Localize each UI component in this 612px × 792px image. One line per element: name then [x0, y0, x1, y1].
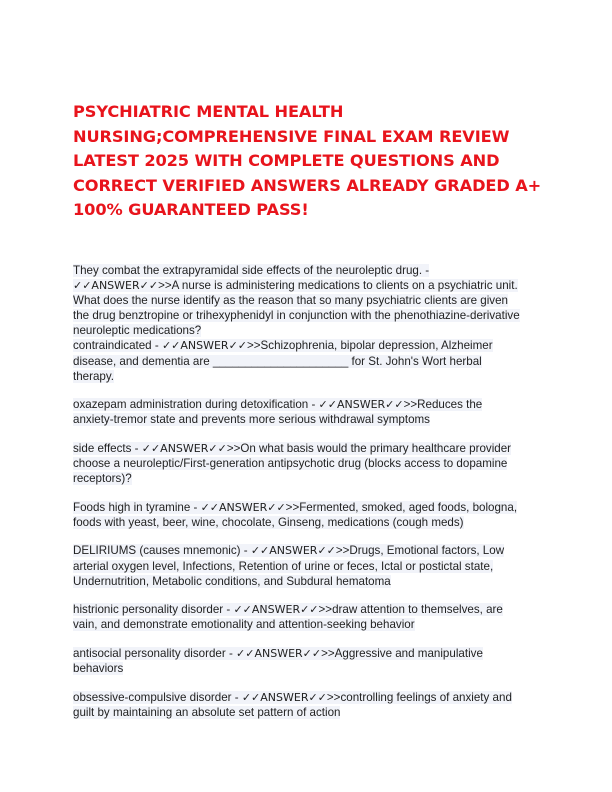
highlighted-text — [73, 413, 430, 426]
qa-list — [73, 263, 543, 720]
text-line — [73, 369, 543, 384]
text-line — [73, 278, 543, 293]
title-line: PSYCHIATRIC MENTAL HEALTH — [73, 102, 344, 121]
text-line — [73, 308, 543, 323]
text-line — [73, 705, 543, 720]
text-line — [73, 397, 543, 412]
answer-text: >>Drugs, Emotional factors, Low — [335, 544, 505, 558]
line-text: What does the nurse identify as the reason that so many psychiatric clients are given — [73, 294, 508, 308]
line-text: anxiety-tremor state and prevents more serious withdrawal symptoms — [73, 413, 430, 427]
answer-text: >>Fermented, smoked, aged foods, bologna, — [285, 500, 518, 514]
line-text: choose a neuroleptic/First-generation antipsychotic drug (blocks access to dopamine — [73, 457, 508, 471]
highlighted-text — [73, 647, 483, 660]
text-line — [73, 293, 543, 308]
line-text: receptors)? — [73, 472, 132, 486]
answer-marker: ✓✓ANSWER✓✓ — [161, 339, 248, 353]
answer-marker: ✓✓ANSWER✓✓ — [141, 441, 227, 455]
line-text: disease, and dementia are _____________________ for St. John's Wort herbal — [73, 354, 482, 368]
line-text: obsessive-compulsive disorder - — [73, 690, 242, 704]
highlighted-text — [73, 309, 520, 322]
highlighted-text — [73, 398, 482, 411]
answer-marker: ✓✓ANSWER✓✓ — [73, 279, 159, 293]
line-text: oxazepam administration during detoxification - — [73, 398, 319, 412]
qa-block — [73, 263, 543, 384]
answer-text: >>Reduces the — [403, 398, 483, 412]
text-line — [73, 574, 543, 589]
line-text: therapy. — [73, 369, 115, 383]
answer-text: >>draw attention to themselves, are — [318, 603, 503, 617]
qa-block — [73, 543, 543, 588]
answer-marker: ✓✓ANSWER✓✓ — [233, 603, 319, 617]
text-line — [73, 661, 543, 676]
answer-text: >>controlling feelings of anxiety and — [326, 690, 512, 704]
qa-block — [73, 602, 543, 632]
qa-block — [73, 500, 543, 530]
text-line — [73, 690, 543, 705]
text-line — [73, 323, 543, 338]
highlighted-text — [73, 662, 123, 675]
line-text: DELIRIUMS (causes mnemonic) - — [73, 544, 251, 558]
highlighted-text — [73, 516, 464, 529]
answer-text: >>Aggressive and manipulative — [321, 646, 483, 660]
highlighted-text — [73, 355, 482, 368]
text-line — [73, 602, 543, 617]
line-text: antisocial personality disorder - — [73, 646, 237, 660]
line-text: vain, and demonstrate emotionality and attention-seeking behavior — [73, 618, 415, 632]
text-line — [73, 617, 543, 632]
answer-text: >>A nurse is administering medications to clients on a psychiatric unit. — [158, 279, 518, 293]
line-text: Foods high in tyramine - — [73, 500, 201, 514]
line-text: guilt by maintaining an absolute set pattern of action — [73, 705, 341, 719]
text-line — [73, 543, 543, 558]
highlighted-text — [73, 370, 114, 383]
line-text: histrionic personality disorder - — [73, 603, 234, 617]
highlighted-text — [73, 472, 132, 485]
answer-text: >>Schizophrenia, bipolar depression, Alzheimer — [247, 339, 493, 353]
text-line — [73, 263, 543, 278]
highlighted-text — [73, 324, 201, 337]
line-text: contraindicated - — [73, 339, 162, 353]
text-line — [73, 441, 543, 456]
text-line — [73, 456, 543, 471]
highlighted-text — [73, 279, 518, 292]
answer-marker: ✓✓ANSWER✓✓ — [200, 500, 286, 514]
highlighted-text — [73, 501, 517, 514]
text-line — [73, 338, 543, 353]
text-line — [73, 515, 543, 530]
qa-block — [73, 441, 543, 486]
title-line: NURSING;COMPREHENSIVE FINAL EXAM REVIEW — [73, 126, 510, 146]
qa-block — [73, 397, 543, 427]
text-line — [73, 412, 543, 427]
line-text: side effects - — [73, 441, 142, 455]
highlighted-text — [73, 264, 429, 277]
line-text: foods with yeast, beer, wine, chocolate, Ginseng, medications (cough meds) — [73, 515, 464, 529]
answer-marker: ✓✓ANSWER✓✓ — [241, 690, 327, 704]
line-text: behaviors — [73, 661, 124, 675]
text-line — [73, 500, 543, 515]
highlighted-text — [73, 618, 415, 631]
highlighted-text — [73, 560, 493, 573]
highlighted-text — [73, 691, 512, 704]
highlighted-text — [73, 706, 340, 719]
document-title — [73, 100, 573, 223]
text-line — [73, 471, 543, 486]
title-line: CORRECT VERIFIED ANSWERS ALREADY GRADED A+ — [73, 175, 542, 195]
line-text: They combat the extrapyramidal side effects of the neuroleptic drug. - — [73, 264, 430, 277]
highlighted-text — [73, 575, 391, 588]
highlighted-text — [73, 442, 511, 455]
line-text: the drug benztropine or trihexyphenidyl in conjunction with the phenothiazine-derivative — [73, 309, 520, 323]
text-line — [73, 559, 543, 574]
answer-marker: ✓✓ANSWER✓✓ — [236, 646, 322, 660]
highlighted-text — [73, 603, 503, 616]
highlighted-text — [73, 339, 493, 352]
answer-text: >>On what basis would the primary healthcare provider — [226, 441, 512, 455]
answer-marker: ✓✓ANSWER✓✓ — [318, 398, 404, 412]
line-text: arterial oxygen level, Infections, Retention of urine or feces, Ictal or postictal state, — [73, 559, 494, 573]
title-line: 100% GUARANTEED PASS! — [73, 200, 309, 219]
highlighted-text — [73, 294, 508, 307]
title-line: LATEST 2025 WITH COMPLETE QUESTIONS AND — [73, 151, 500, 170]
qa-block — [73, 646, 543, 676]
highlighted-text — [73, 544, 504, 557]
line-text: neuroleptic medications? — [73, 324, 202, 338]
highlighted-text — [73, 457, 507, 470]
qa-block — [73, 690, 543, 720]
line-text: Undernutrition, Metabolic conditions, and Subdural hematoma — [73, 574, 391, 588]
text-line — [73, 354, 543, 369]
answer-marker: ✓✓ANSWER✓✓ — [250, 544, 336, 558]
text-line — [73, 646, 543, 661]
